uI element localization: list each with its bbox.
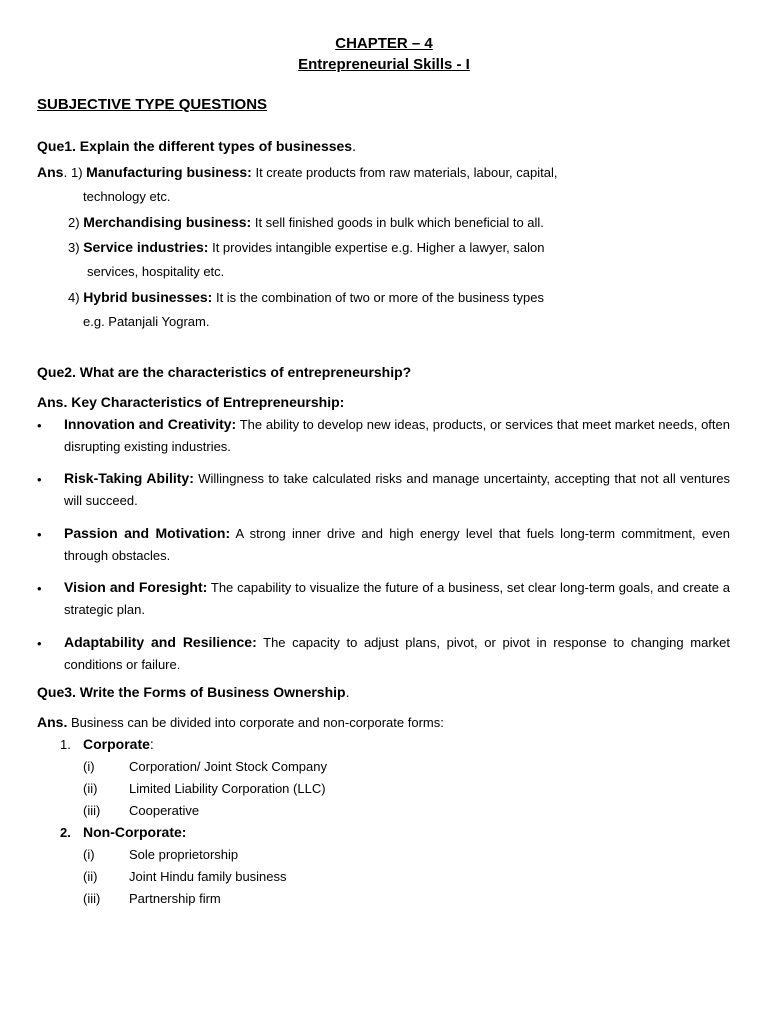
- q2-item-1-text: The ability to develop new ideas, products, or services that meet market needs, often disrupting existing industries.: [64, 417, 730, 454]
- q1-item-3-cont: services, hospitality etc.: [87, 264, 225, 279]
- q3-group-1-heading: [83, 736, 154, 752]
- q2-item-2: [64, 467, 730, 512]
- q3-ans-label: Ans.: [37, 714, 68, 730]
- q3-g1-item-3-text: Cooperative: [129, 803, 200, 818]
- q2-item-3-label: Passion and Motivation:: [64, 525, 231, 541]
- q3-ans-text: Business can be divided into corporate and non-corporate forms:: [67, 715, 444, 730]
- question-1-period: .: [352, 138, 356, 154]
- q2-item-5-label: Adaptability and Resilience:: [64, 634, 257, 650]
- q3-group-1-label: Corporate: [83, 736, 150, 752]
- q1-item-3-label: Service industries:: [83, 239, 209, 255]
- question-3-text: Que3. Write the Forms of Business Ownership: [37, 684, 346, 700]
- question-3-period: .: [345, 684, 350, 700]
- q3-g1-item-1-roman: (i): [83, 759, 95, 774]
- q2-item-1: [64, 413, 730, 458]
- q3-g1-item-2-text: Limited Liability Corporation (LLC): [129, 781, 326, 796]
- q2-item-4-text: The capability to visualize the future of a business, set clear long-term goals, and create a strategic plan.: [64, 580, 730, 617]
- chapter-heading: CHAPTER – 4: [335, 35, 433, 52]
- question-1: [37, 138, 356, 154]
- chapter-title: Entrepreneurial Skills - I: [298, 56, 470, 73]
- q3-g1-item-1-text: Corporation/ Joint Stock Company: [129, 759, 327, 774]
- q1-item-2: [68, 214, 544, 230]
- section-title: SUBJECTIVE TYPE QUESTIONS: [37, 96, 268, 113]
- q1-item-1-text: It create products from raw materials, labour, capital,: [251, 165, 558, 180]
- q2-item-3-text: A strong inner drive and high energy level that fuels long-term commitment, even through obstacles.: [64, 526, 730, 563]
- q1-item-1-num: 1): [70, 165, 83, 180]
- q1-ans-label: Ans: [37, 164, 64, 180]
- q3-group-2-heading: [83, 824, 186, 840]
- q3-group-2-num: 2.: [60, 825, 71, 840]
- q3-answer-line: [37, 714, 444, 730]
- q2-item-3: [64, 522, 730, 567]
- q2-item-2-label: Risk-Taking Ability:: [64, 470, 194, 486]
- q1-item-2-text: It sell finished goods in bulk which beneficial to all.: [251, 215, 544, 230]
- q1-item-1-cont: technology etc.: [83, 189, 171, 204]
- question-3: [37, 684, 349, 700]
- q1-item-2-label: Merchandising business:: [83, 214, 252, 230]
- q3-g2-item-3-text: Partnership firm: [129, 891, 221, 906]
- question-2: Que2. What are the characteristics of entrepreneurship?: [37, 364, 412, 380]
- bullet-icon: •: [37, 418, 42, 433]
- q1-item-4-cont: e.g. Patanjali Yogram.: [83, 314, 210, 329]
- q3-g2-item-2-roman: (ii): [83, 869, 98, 884]
- q3-g2-item-1-text: Sole proprietorship: [129, 847, 239, 862]
- bullet-icon: •: [37, 636, 42, 651]
- q2-item-5: [64, 631, 730, 676]
- question-1-text: Que1. Explain the different types of businesses: [37, 138, 353, 154]
- q3-group-1-num: 1.: [60, 737, 71, 752]
- q1-answer-line-1: [37, 164, 557, 180]
- q1-item-3-num: 3): [68, 240, 80, 255]
- q2-item-4-label: Vision and Foresight:: [64, 579, 208, 595]
- q1-item-1-label: Manufacturing business:: [86, 164, 252, 180]
- q1-ans-period: .: [63, 164, 68, 180]
- q2-item-1-label: Innovation and Creativity:: [64, 416, 237, 432]
- q3-g1-item-2-roman: (ii): [83, 781, 98, 796]
- q2-item-5-text: The capacity to adjust plans, pivot, or pivot in response to changing market conditions or failure.: [64, 635, 730, 672]
- q1-item-2-num: 2): [68, 215, 80, 230]
- q1-item-4: [68, 289, 544, 305]
- q2-item-4: [64, 576, 730, 621]
- q2-answer-heading: Ans. Key Characteristics of Entrepreneurship:: [37, 394, 345, 410]
- q2-item-2-text: Willingness to take calculated risks and manage uncertainty, accepting that not all ventures will succeed.: [64, 471, 731, 508]
- q3-group-2-label: Non-Corporate:: [83, 824, 187, 840]
- bullet-icon: •: [37, 527, 42, 542]
- q1-item-4-num: 4): [68, 290, 80, 305]
- q3-g2-item-2-text: Joint Hindu family business: [129, 869, 287, 884]
- q3-g2-item-1-roman: (i): [83, 847, 95, 862]
- q3-g1-item-3-roman: (iii): [83, 803, 101, 818]
- q3-group-1-suffix: :: [149, 736, 154, 752]
- bullet-icon: •: [37, 472, 42, 487]
- q3-g2-item-3-roman: (iii): [83, 891, 101, 906]
- q1-item-3: [68, 239, 545, 255]
- q1-item-4-label: Hybrid businesses:: [83, 289, 213, 305]
- q1-item-4-text: It is the combination of two or more of the business types: [212, 290, 545, 305]
- bullet-icon: •: [37, 581, 42, 596]
- q1-item-3-text: It provides intangible expertise e.g. Higher a lawyer, salon: [208, 240, 545, 255]
